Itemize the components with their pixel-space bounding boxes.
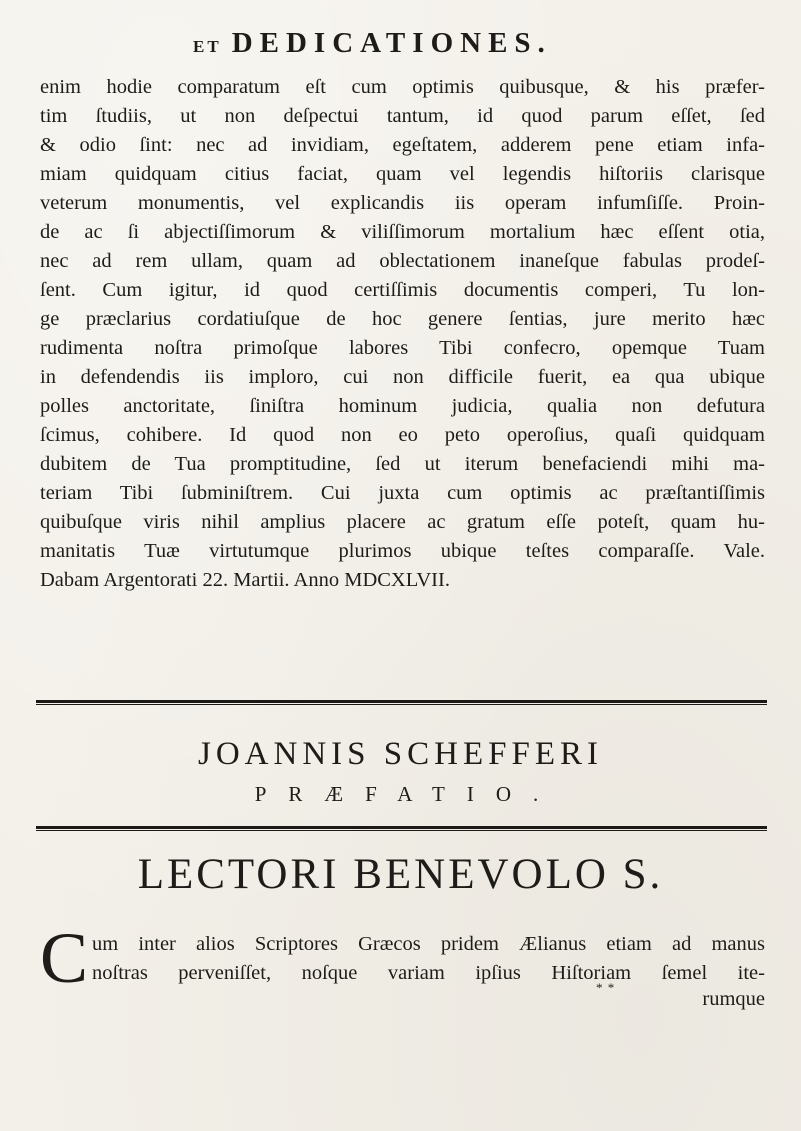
- text-line: dubitem de Tua promptitudine, ſed ut iterum benefaciendi mihi ma-: [40, 453, 765, 475]
- text-line: ſent. Cum igitur, id quod certiſſimis documentis comperi, Tu lon-: [40, 279, 765, 301]
- text-line: de ac ſi abjectiſſimorum & viliſſimorum mortalium hæc eſſent otia,: [40, 221, 765, 243]
- text-line: ge præclarius cordatiuſque de hoc genere ſentias, jure merito hæc: [40, 308, 765, 330]
- text-line: ſcimus, cohibere. Id quod non eo peto operoſius, quaſi quidquam: [40, 424, 765, 446]
- running-head-title: DEDICATIONES.: [231, 27, 552, 59]
- divider-rule-bottom: [36, 826, 767, 829]
- text-line: um inter alios Scriptores Græcos pridem Ælianus etiam ad manus: [92, 933, 765, 955]
- running-head-prefix: ET: [193, 37, 222, 56]
- divider-rule-top: [36, 700, 767, 703]
- text-line: in defendendis iis imploro, cui non difficile fuerit, ea qua ubique: [40, 366, 765, 388]
- text-line: veterum monumentis, vel explicandis iis operam infumſiſſe. Proin-: [40, 192, 765, 214]
- text-line: miam quidquam citius faciat, quam vel legendis hiſtoriis clarisque: [40, 163, 765, 185]
- text-line: & odio ſint: nec ad invidiam, egeſtatem, adderem pene etiam infa-: [40, 134, 765, 156]
- text-line: nec ad rem ullam, quam ad oblectationem inaneſque fabulas prodeſ-: [40, 250, 765, 272]
- text-line: rudimenta noſtra primoſque labores Tibi confecro, opemque Tuam: [40, 337, 765, 359]
- preface-title: PRÆFATIO.: [254, 782, 561, 806]
- divider-rule-bottom-thin: [36, 830, 767, 831]
- preface-text: [92, 930, 765, 988]
- running-head: [193, 27, 613, 60]
- text-line: enim hodie comparatum eſt cum optimis quibusque, & his præfer-: [40, 76, 765, 98]
- text-line: noſtras perveniſſet, noſque variam ipſius Hiſtoriam ſemel ite-: [92, 962, 765, 984]
- dedication-dateline: Dabam Argentorati 22. Martii. Anno MDCXLVII.: [40, 569, 450, 591]
- dedication-text: [40, 73, 765, 595]
- text-line: polles anctoritate, ſiniſtra hominum judicia, qualia non defutura: [40, 395, 765, 417]
- preface-author-heading: JOANNIS SCHEFFERI: [198, 736, 603, 772]
- catchword: rumque: [702, 988, 765, 1010]
- preface-address-heading: LECTORI BENEVOLO S.: [137, 851, 664, 898]
- text-line: tim ſtudiis, ut non deſpectui tantum, id quod parum eſſet, ſed: [40, 105, 765, 127]
- signature-mark: * *: [596, 980, 616, 995]
- text-line: teriam Tibi ſubminiſtrem. Cui juxta cum optimis ac præſtantiſſimis: [40, 482, 765, 504]
- drop-cap: C: [40, 918, 89, 998]
- text-line: manitatis Tuæ virtutumque plurimos ubique teſtes comparaſſe. Vale.: [40, 540, 765, 562]
- divider-rule-top-thin: [36, 704, 767, 705]
- text-line: quibuſque viris nihil amplius placere ac gratum eſſe poteſt, quam hu-: [40, 511, 765, 533]
